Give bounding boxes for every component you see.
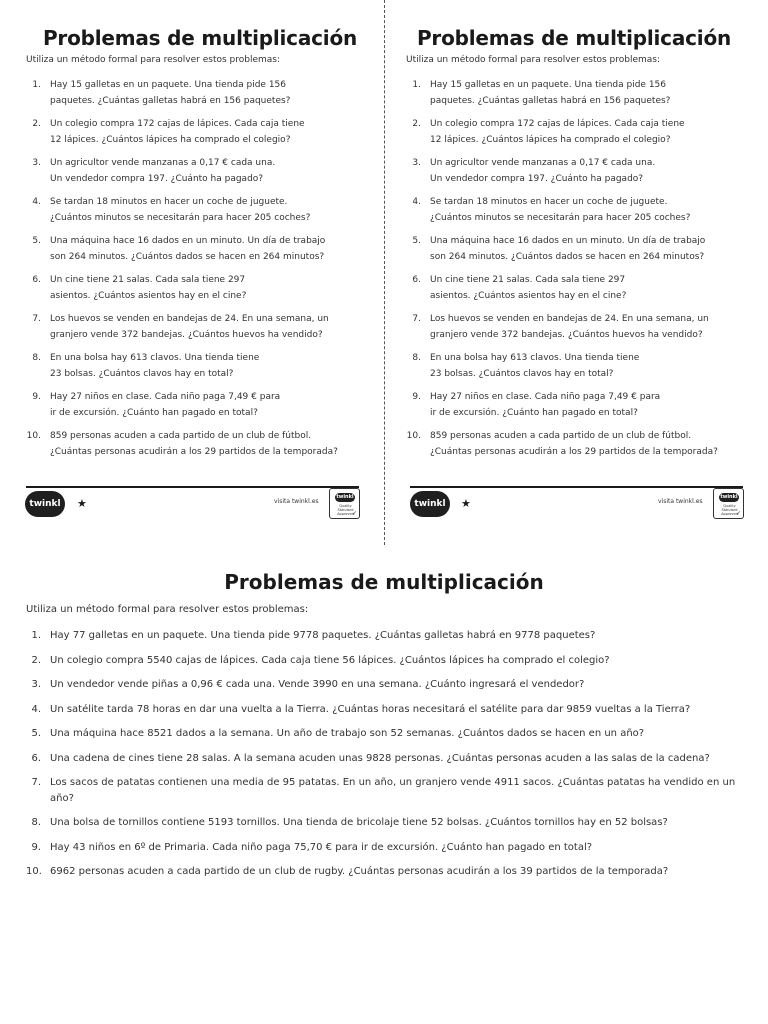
worksheet-instructions: Utiliza un método formal para resolver estos problemas: [406, 55, 661, 65]
problem-item [26, 429, 366, 468]
problem-item [26, 78, 366, 117]
problem-number: 4. [31, 703, 41, 715]
problem-item [26, 390, 366, 429]
problem-number: 4. [32, 197, 41, 207]
problem-text: Un cine tiene 21 salas. Cada sala tiene 297 asientos. ¿Cuántos asientos hay en el cine? [50, 275, 247, 301]
problem-number: 8. [32, 353, 41, 363]
problem-number: 5. [32, 236, 41, 246]
problem-item [26, 156, 366, 195]
worksheet-title: Problemas de multiplicación [42, 26, 358, 50]
problem-text: Una máquina hace 16 dados en un minuto. Un día de trabajo son 264 minutos. ¿Cuántos dados se hacen en 264 minutos? [430, 236, 706, 262]
problem-number: 3. [412, 158, 421, 168]
problem-text: Una cadena de cines tiene 28 salas. A la semana acuden unas 9828 personas. ¿Cuántas personas acuden a las salas de la cadena? [50, 752, 710, 764]
visit-link-text: visita twinkl.es [658, 498, 703, 505]
problem-item [406, 429, 750, 468]
problem-text: 859 personas acuden a cada partido de un club de fútbol. ¿Cuántas personas acudirán a los 29 partidos de la temporada? [50, 431, 338, 457]
problem-text: Hay 27 niños en clase. Cada niño paga 7,49 € para ir de excursión. ¿Cuánto han pagado en total? [50, 392, 281, 418]
problem-item [406, 351, 750, 390]
problem-list [406, 78, 750, 468]
check-icon: ✓ [735, 510, 741, 517]
problem-number: 1. [32, 80, 41, 90]
problem-text: En una bolsa hay 613 clavos. Una tienda tiene 23 bolsas. ¿Cuántos clavos hay en total? [50, 353, 260, 379]
problem-number: 6. [32, 275, 41, 285]
badge-logo: twinkl [336, 494, 354, 500]
problem-item [406, 156, 750, 195]
problem-number: 2. [31, 654, 41, 666]
problem-number: 5. [412, 236, 421, 246]
star-icon: ★ [77, 497, 87, 510]
problem-text: Los sacos de patatas contienen una media de 95 patatas. En un año, un granjero vende 4911 sacos. ¿Cuántas patatas ha vendido en un año? [50, 777, 736, 804]
problem-text: Hay 27 niños en clase. Cada niño paga 7,49 € para ir de excursión. ¿Cuánto han pagado en total? [430, 392, 661, 418]
problem-number: 9. [412, 392, 421, 402]
worksheet-right [384, 0, 768, 545]
quality-badge [329, 488, 360, 519]
problem-item [406, 390, 750, 429]
problem-item [26, 312, 366, 351]
problem-item [406, 273, 750, 312]
visit-link-text: visita twinkl.es [274, 498, 319, 505]
problem-item [26, 840, 746, 865]
problem-item [26, 775, 746, 815]
problem-number: 3. [31, 679, 41, 690]
worksheet-left [0, 0, 384, 545]
problem-item [406, 234, 750, 273]
problem-list [26, 78, 366, 468]
problem-text: 6962 personas acuden a cada partido de un club de rugby. ¿Cuántas personas acudirán a los 39 partidos de la temporada? [50, 866, 669, 877]
problem-number: 1. [412, 80, 421, 90]
problem-number: 8. [412, 353, 421, 363]
badge-logo: twinkl [720, 494, 738, 500]
problem-text: Un colegio compra 172 cajas de lápices. Cada caja tiene 12 lápices. ¿Cuántos lápices ha comprado el colegio? [430, 119, 685, 145]
problem-item [26, 351, 366, 390]
problem-number: 10. [406, 431, 421, 441]
problem-number: 1. [31, 630, 41, 641]
problem-text: Un colegio compra 172 cajas de lápices. Cada caja tiene 12 lápices. ¿Cuántos lápices ha comprado el colegio? [50, 119, 305, 145]
problem-text: Un agricultor vende manzanas a 0,17 € cada una. Un vendedor compra 197. ¿Cuánto ha pagado? [50, 158, 276, 184]
problem-text: Hay 43 niños en 6º de Primaria. Cada niño paga 75,70 € para ir de excursión. ¿Cuánto han pagado en total? [50, 841, 593, 853]
problem-item [26, 273, 366, 312]
problem-text: Un satélite tarda 78 horas en dar una vuelta a la Tierra. ¿Cuántas horas necesitará el satélite para dar 9859 vueltas a la Tierra? [50, 703, 691, 715]
problem-number: 10. [26, 866, 42, 877]
problem-text: Un agricultor vende manzanas a 0,17 € cada una. Un vendedor compra 197. ¿Cuánto ha pagado? [430, 158, 656, 184]
problem-item [26, 726, 746, 751]
problem-text: Hay 77 galletas en un paquete. Una tienda pide 9778 paquetes. ¿Cuántas galletas habrá en 9778 paquetes? [50, 630, 596, 641]
problem-text: Un vendedor vende piñas a 0,96 € cada una. Vende 3990 en una semana. ¿Cuánto ingresará el vendedor? [50, 679, 585, 690]
check-icon: ✓ [351, 510, 357, 517]
problem-item [406, 78, 750, 117]
problem-item [26, 864, 746, 889]
problem-item [26, 677, 746, 702]
problem-text: Una bolsa de tornillos contiene 5193 tornillos. Una tienda de bricolaje tiene 52 bolsas. ¿Cuántos tornillos hay en 52 bolsas? [50, 817, 668, 828]
problem-item [406, 117, 750, 156]
twinkl-logo: twinkl [410, 491, 450, 517]
twinkl-logo: twinkl [25, 491, 65, 517]
problem-number: 5. [31, 728, 41, 739]
problem-number: 10. [26, 431, 41, 441]
problem-text: En una bolsa hay 613 clavos. Una tienda tiene 23 bolsas. ¿Cuántos clavos hay en total? [430, 353, 640, 379]
problem-number: 6. [412, 275, 421, 285]
problem-number: 2. [412, 119, 421, 129]
footer-divider [410, 486, 743, 488]
problem-text: Los huevos se venden en bandejas de 24. En una semana, un granjero vende 372 bandejas. ¿Cuántos huevos ha vendido? [430, 314, 709, 340]
problem-item [26, 117, 366, 156]
problem-item [26, 702, 746, 727]
badge-text: Quality Standard Approved [337, 504, 354, 516]
problem-text: Una máquina hace 8521 dados a la semana. Un año de trabajo son 52 semanas. ¿Cuántos dados se hacen en un año? [50, 728, 645, 739]
problem-item [406, 195, 750, 234]
problem-number: 6. [31, 752, 41, 764]
problem-list [26, 628, 746, 889]
problem-text: Los huevos se venden en bandejas de 24. En una semana, un granjero vende 372 bandejas. ¿Cuántos huevos ha vendido? [50, 314, 329, 340]
star-icon: ★ [461, 497, 471, 510]
problem-number: 3. [32, 158, 41, 168]
problem-number: 9. [32, 392, 41, 402]
problem-item [26, 653, 746, 678]
problem-text: Se tardan 18 minutos en hacer un coche de juguete. ¿Cuántos minutos se necesitarán para hacer 205 coches? [430, 197, 691, 223]
problem-text: 859 personas acuden a cada partido de un club de fútbol. ¿Cuántas personas acudirán a los 29 partidos de la temporada? [430, 431, 718, 457]
problem-text: Una máquina hace 16 dados en un minuto. Un día de trabajo son 264 minutos. ¿Cuántos dados se hacen en 264 minutos? [50, 236, 326, 262]
problem-number: 7. [412, 314, 421, 324]
problem-text: Hay 15 galletas en un paquete. Una tienda pide 156 paquetes. ¿Cuántas galletas habrá en 156 paquetes? [50, 80, 291, 106]
badge-text: Quality Standard Approved [721, 504, 738, 516]
problem-text: Un colegio compra 5540 cajas de lápices. Cada caja tiene 56 lápices. ¿Cuántos lápices ha comprado el colegio? [50, 654, 610, 666]
problem-text: Un cine tiene 21 salas. Cada sala tiene 297 asientos. ¿Cuántos asientos hay en el cine? [430, 275, 627, 301]
problem-text: Hay 15 galletas en un paquete. Una tienda pide 156 paquetes. ¿Cuántas galletas habrá en 156 paquetes? [430, 80, 671, 106]
problem-number: 8. [31, 817, 41, 828]
problem-number: 4. [412, 197, 421, 207]
worksheet-title: Problemas de multiplicación [416, 26, 732, 50]
worksheet-title: Problemas de multiplicación [224, 570, 544, 594]
worksheet-instructions: Utiliza un método formal para resolver estos problemas: [26, 55, 281, 65]
problem-number: 7. [32, 314, 41, 324]
problem-number: 9. [31, 841, 41, 853]
worksheet-bottom [0, 555, 768, 1024]
problem-number: 2. [32, 119, 41, 129]
footer-divider [26, 486, 359, 488]
problem-number: 7. [31, 777, 41, 788]
problem-item [26, 195, 366, 234]
problem-item [26, 815, 746, 840]
problem-item [406, 312, 750, 351]
problem-item [26, 751, 746, 776]
problem-text: Se tardan 18 minutos en hacer un coche de juguete. ¿Cuántos minutos se necesitarán para hacer 205 coches? [50, 197, 311, 223]
problem-item [26, 628, 746, 653]
quality-badge [713, 488, 744, 519]
worksheet-instructions: Utiliza un método formal para resolver estos problemas: [26, 604, 309, 615]
problem-item [26, 234, 366, 273]
